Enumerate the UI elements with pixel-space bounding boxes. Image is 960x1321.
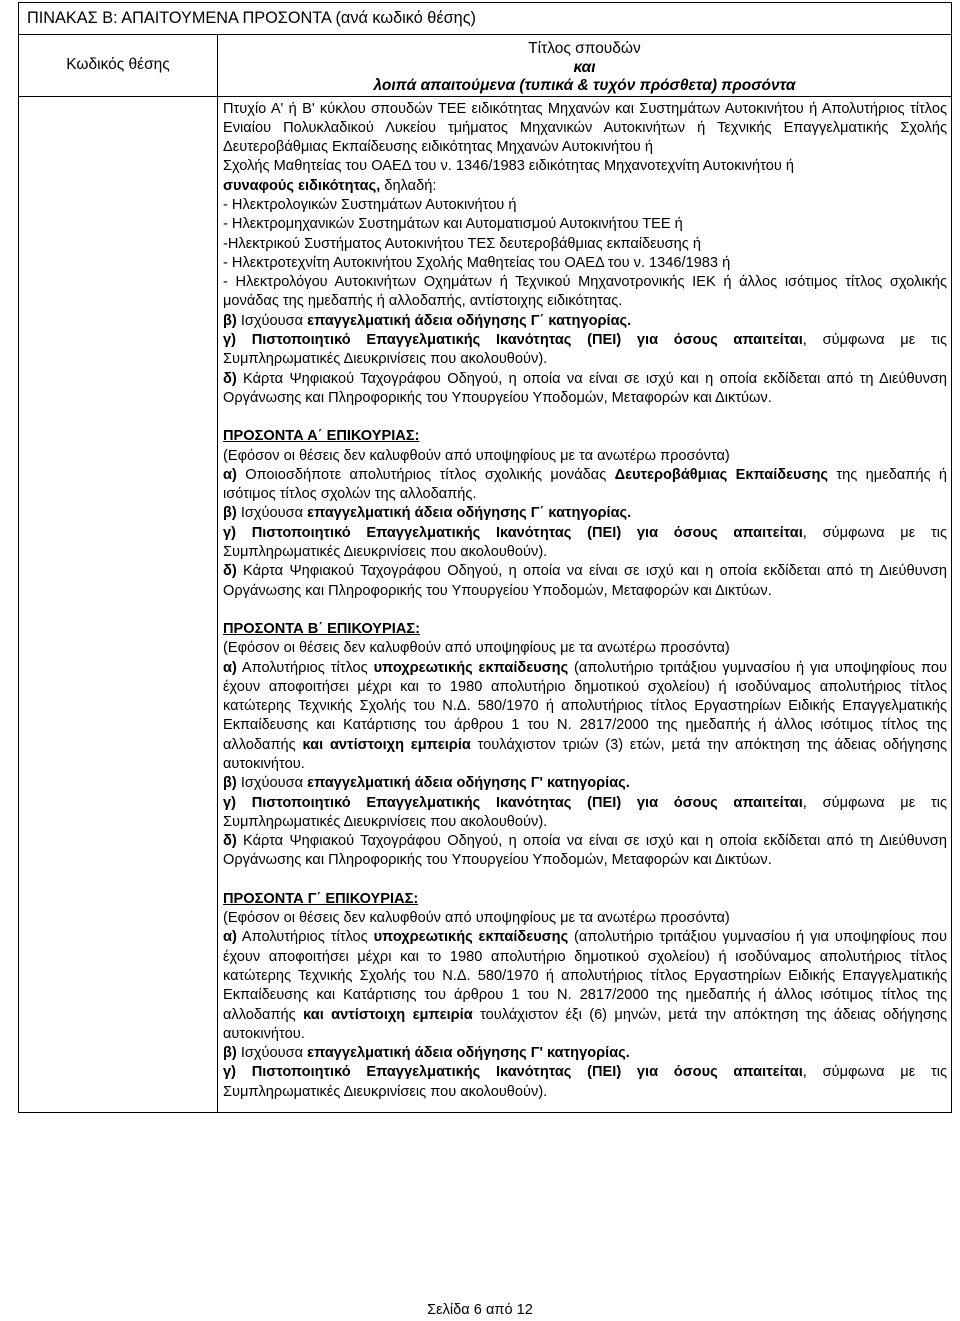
main-paragraph-3	[223, 177, 947, 196]
item-label: β)	[223, 1045, 237, 1062]
item-text: Απολυτήριος τίτλος	[236, 929, 374, 946]
section-b-item-d	[223, 832, 947, 871]
item-label: β)	[223, 505, 237, 522]
requirements-cell	[218, 96, 952, 1113]
item-text: Ισχύουσα	[236, 312, 308, 329]
header-title-column	[218, 35, 952, 97]
item-bold: υποχρεωτικής εκπαίδευσης	[373, 929, 569, 946]
item-bold: επαγγελματική άδεια οδήγησης Γ΄ κατηγορίας.	[307, 505, 632, 522]
item-text: (απολυτήριο τριτάξιου γυμνασίου ή για υποψηφίους που έχουν αποφοιτήσει μέχρι και το 1980 απολυτήριο δημοτικού σχολείου) ή ισοδύναμος απολυτήριος τίτλος κατώτερης Τεχνικής Σχολής του Ν.Δ. 580/1970 ή απολυτήριος τίτλος Εργαστηρίων Ειδικής Επαγγελματικής Εκπαίδευσης και Κατάρτισης του άρθρου 1 του Ν. 2817/2000 της ημεδαπής ή άλλος ισότιμος τίτλος της αλλοδαπής	[223, 929, 947, 1023]
main-item-c	[223, 331, 947, 370]
section-a-item-b	[223, 504, 947, 523]
item-text: Ισχύουσα	[236, 505, 308, 522]
item-text: Οποιοσδήποτε απολυτήριος τίτλος σχολικής μονάδας	[236, 466, 615, 483]
item-bold: και αντίστοιχη εμπειρία	[303, 1006, 473, 1023]
related-specialty: συναφούς ειδικότητας,	[223, 177, 381, 194]
main-item-b	[223, 312, 947, 331]
item-label: α)	[223, 466, 237, 483]
section-c-item-b	[223, 1044, 947, 1063]
item-text: Κάρτα Ψηφιακού Ταχογράφου Οδηγού, η οποία να είναι σε ισχύ και η οποία εκδίδεται από τη Διεύθυνση Οργάνωσης και Πληροφορικής του Υπουργείου Υποδομών, Μεταφορών και Δικτύων.	[223, 370, 947, 406]
section-c-item-c	[223, 1063, 947, 1102]
item-text: της ημεδαπής ή ισότιμος τίτλος σχολών της αλλοδαπής.	[223, 466, 947, 503]
item-text: , σύμφωνα με τις Συμπληρωματικές Διευκρινίσεις που ακολουθούν).	[223, 524, 947, 561]
item-label: α)	[223, 659, 237, 676]
section-a-item-c	[223, 524, 947, 563]
main-p3-rest: δηλαδή:	[380, 177, 437, 194]
section-c-item-a	[223, 928, 947, 1044]
item-bold: υποχρεωτικής εκπαίδευσης	[373, 659, 569, 676]
header-title-line3: λοιπά απαιτούμενα (τυπικά & τυχόν πρόσθετα) προσόντα	[373, 77, 796, 94]
item-text: Κάρτα Ψηφιακού Ταχογράφου Οδηγού, η οποία να είναι σε ισχύ και η οποία εκδίδεται από τη Διεύθυνση Οργάνωσης και Πληροφορικής του Υπουργείου Υποδομών, Μεταφορών και Δικτύων.	[223, 833, 947, 869]
item-label: δ)	[223, 370, 237, 387]
item-text: Ισχύουσα	[236, 775, 308, 792]
table-title: ΠΙΝΑΚΑΣ Β: ΑΠΑΙΤΟΥΜΕΝΑ ΠΡΟΣΟΝΤΑ (ανά κωδικό θέσης)	[19, 3, 952, 35]
section-b-item-c	[223, 794, 947, 833]
item-text: τουλάχιστον τριών (3) ετών, μετά την απόκτηση της άδειας οδήγησης αυτοκινήτου.	[223, 736, 947, 772]
item-label: δ)	[223, 833, 237, 850]
item-text: , σύμφωνα με τις Συμπληρωματικές Διευκρινίσεις που ακολουθούν).	[223, 1064, 947, 1100]
main-paragraph-2: Σχολής Μαθητείας του ΟΑΕΔ του ν. 1346/1983 ειδικότητας Μηχανοτεχνίτη Αυτοκινήτου ή	[223, 158, 794, 175]
item-bold: γ) Πιστοποιητικό Επαγγελματικής Ικανότητας (ΠΕΙ) για όσους απαιτείται	[223, 332, 803, 349]
header-code-column: Κωδικός θέσης	[19, 35, 218, 97]
section-a-item-a	[223, 466, 947, 505]
section-a-note: (Εφόσον οι θέσεις δεν καλυφθούν από υποψηφίους με τα ανωτέρω προσόντα)	[223, 447, 730, 464]
section-a-item-d	[223, 562, 947, 601]
page-number: Σελίδα 6 από 12	[427, 1302, 533, 1318]
section-b-title: ΠΡΟΣΟΝΤΑ Β΄ ΕΠΙΚΟΥΡΙΑΣ:	[223, 620, 420, 637]
item-text: , σύμφωνα με τις Συμπληρωματικές Διευκρινίσεις που ακολουθούν).	[223, 332, 947, 368]
header-title-line1: Τίτλος σπουδών	[528, 40, 641, 57]
item-bold: Δευτεροβάθμιας Εκπαίδευσης	[614, 466, 829, 483]
section-c-note: (Εφόσον οι θέσεις δεν καλυφθούν από υποψηφίους με τα ανωτέρω προσόντα)	[223, 910, 730, 927]
item-text: , σύμφωνα με τις Συμπληρωματικές Διευκρινίσεις που ακολουθούν).	[223, 794, 947, 830]
item-label: α)	[223, 929, 237, 946]
requirements-table	[18, 2, 952, 1113]
item-bold: γ) Πιστοποιητικό Επαγγελματικής Ικανότητας (ΠΕΙ) για όσους απαιτείται	[223, 1064, 803, 1081]
section-b-note: (Εφόσον οι θέσεις δεν καλυφθούν από υποψηφίους με τα ανωτέρω προσόντα)	[223, 640, 730, 657]
item-text: Ισχύουσα	[236, 1045, 308, 1062]
item-bold: γ) Πιστοποιητικό Επαγγελματικής Ικανότητας (ΠΕΙ) για όσους απαιτείται	[223, 524, 803, 541]
main-paragraph-1: Πτυχίο Α' ή Β' κύκλου σπουδών ΤΕΕ ειδικότητας Μηχανών και Συστημάτων Αυτοκινήτου ή Απολυτήριος τίτλος Ενιαίου Πολυκλαδικού Λυκείου τμήματος Μηχανικών Αυτοκινήτων ή Τεχνικής Επαγγελματικής Σχολής Δευτεροβάθμιας Εκπαίδευσης ειδικότητας Μηχανών Αυτοκινήτου ή	[223, 100, 947, 156]
list-item: - Ηλεκτρολόγου Αυτοκινήτων Οχημάτων ή Τεχνικού Μηχανοτρονικής ΙΕΚ ή άλλος ισότιμος τίτλος σχολικής μονάδας της ημεδαπής ή αλλοδαπής, αντίστοιχης ειδικότητας.	[223, 274, 947, 310]
item-text: Απολυτήριος τίτλος	[236, 659, 374, 676]
section-b-item-a	[223, 659, 947, 775]
item-text: Κάρτα Ψηφιακού Ταχογράφου Οδηγού, η οποία να είναι σε ισχύ και η οποία εκδίδεται από τη Διεύθυνση Οργάνωσης και Πληροφορικής του Υπουργείου Υποδομών, Μεταφορών και Δικτύων.	[223, 563, 947, 599]
item-bold: και αντίστοιχη εμπειρία	[302, 736, 471, 753]
item-bold: επαγγελματική άδεια οδήγησης Γ' κατηγορίας.	[307, 775, 630, 792]
header-title-line2: και	[573, 58, 596, 76]
item-label: β)	[223, 775, 237, 792]
list-item: -Ηλεκτρικού Συστήματος Αυτοκινήτου ΤΕΣ δευτεροβάθμιας εκπαίδευσης ή	[223, 235, 701, 252]
item-bold: γ) Πιστοποιητικό Επαγγελματικής Ικανότητας (ΠΕΙ) για όσους απαιτείται	[223, 794, 803, 811]
code-cell	[19, 96, 218, 1113]
item-text: (απολυτήριο τριτάξιου γυμνασίου ή για υποψηφίους που έχουν αποφοιτήσει μέχρι και το 1980 απολυτήριο δημοτικού σχολείου) ή ισοδύναμος απολυτήριος τίτλος κατώτερης Τεχνικής Σχολής του Ν.Δ. 580/1970 ή απολυτήριος τίτλος Εργαστηρίων Ειδικής Επαγγελματικής Εκπαίδευσης και Κατάρτισης του άρθρου 1 του Ν. 2817/2000 της ημεδαπής ή άλλος ισότιμος τίτλος της αλλοδαπής	[223, 659, 947, 753]
item-text: τουλάχιστον έξι (6) μηνών, μετά την απόκτηση της άδειας οδήγησης αυτοκινήτου.	[223, 1006, 948, 1042]
section-c-title: ΠΡΟΣΟΝΤΑ Γ΄ ΕΠΙΚΟΥΡΙΑΣ:	[223, 890, 419, 907]
list-item: - Ηλεκτρολογικών Συστημάτων Αυτοκινήτου ή	[223, 196, 517, 213]
item-label: β)	[223, 312, 237, 329]
item-bold: επαγγελματική άδεια οδήγησης Γ΄ κατηγορίας.	[307, 312, 632, 329]
section-a-title: ΠΡΟΣΟΝΤΑ Α΄ ΕΠΙΚΟΥΡΙΑΣ:	[223, 428, 420, 445]
list-item: - Ηλεκτρομηχανικών Συστημάτων και Αυτοματισμού Αυτοκινήτου ΤΕΕ ή	[223, 216, 683, 233]
list-item: - Ηλεκτροτεχνίτη Αυτοκινήτου Σχολής Μαθητείας του ΟΑΕΔ του ν. 1346/1983 ή	[223, 254, 731, 271]
main-item-d	[223, 370, 947, 409]
section-b-item-b	[223, 774, 947, 793]
item-bold: επαγγελματική άδεια οδήγησης Γ' κατηγορίας.	[307, 1045, 630, 1062]
item-label: δ)	[223, 563, 237, 580]
